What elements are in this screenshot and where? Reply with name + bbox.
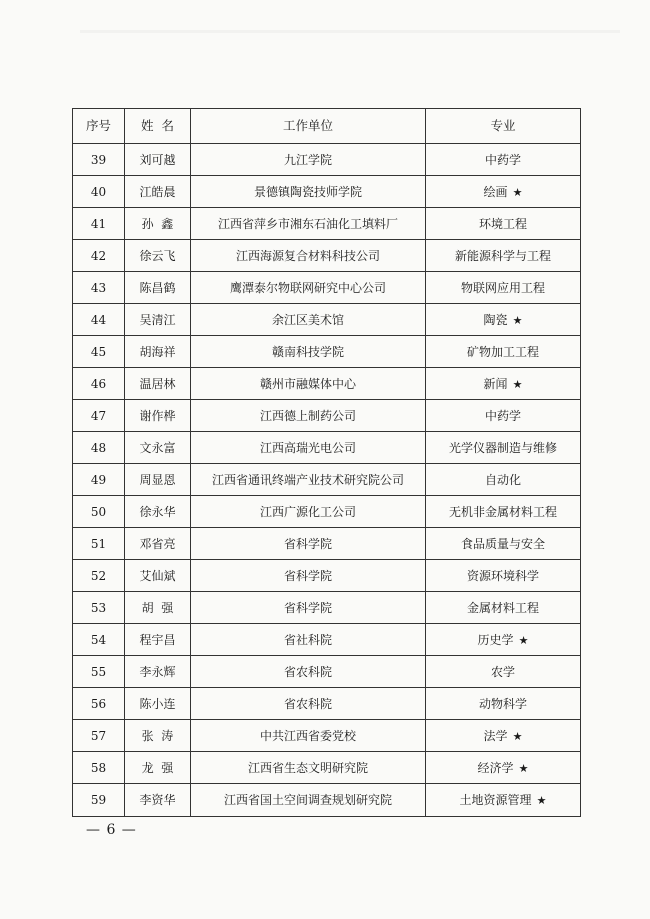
star-mark: ★ [512, 313, 523, 327]
cell-unit-text: 江西省通讯终端产业技术研究院公司 [211, 472, 404, 487]
star-mark: ★ [512, 729, 523, 743]
cell-unit [191, 752, 426, 784]
cell-no [73, 784, 125, 817]
cell-name-text: 徐云飞 [139, 248, 176, 263]
cell-major-text: 食品质量与安全 [460, 536, 545, 551]
header-name [125, 109, 191, 144]
table-row [73, 784, 581, 817]
cell-no [73, 176, 125, 208]
page-number: — 6 — [86, 822, 137, 838]
cell-name [125, 720, 191, 752]
paper-show-through [80, 30, 620, 33]
cell-unit-text: 江西广源化工公司 [259, 504, 356, 519]
cell-major-text: 中药学 [484, 408, 521, 423]
table-row [73, 304, 581, 336]
cell-unit-text: 省科学院 [283, 568, 332, 583]
cell-no-text: 43 [90, 280, 107, 295]
table-row [73, 144, 581, 176]
cell-major [426, 688, 581, 720]
cell-no [73, 560, 125, 592]
cell-unit-text: 江西省萍乡市湘东石油化工填料厂 [217, 216, 398, 231]
cell-name-text: 程宇昌 [139, 632, 176, 647]
star-mark: ★ [512, 377, 523, 391]
cell-no-text: 49 [90, 472, 107, 487]
cell-unit-text: 江西省国土空间调查规划研究院 [223, 793, 392, 807]
cell-name-text: 张 涛 [141, 728, 174, 743]
cell-unit [191, 528, 426, 560]
star-mark: ★ [518, 633, 529, 647]
cell-major [426, 272, 581, 304]
cell-major [426, 592, 581, 624]
cell-unit [191, 592, 426, 624]
table-row [73, 464, 581, 496]
table-body [73, 144, 581, 817]
cell-no [73, 528, 125, 560]
cell-no [73, 432, 125, 464]
cell-major-text: 历史学 [477, 632, 514, 647]
cell-unit [191, 720, 426, 752]
cell-name [125, 528, 191, 560]
cell-no-text: 45 [90, 344, 107, 359]
cell-no-text: 48 [90, 440, 107, 455]
cell-unit [191, 144, 426, 176]
cell-unit [191, 656, 426, 688]
cell-name-text: 邓省亮 [139, 536, 176, 551]
cell-unit-text: 江西高瑞光电公司 [259, 440, 356, 455]
star-mark: ★ [512, 185, 523, 199]
header-no: 序号 [73, 109, 125, 144]
cell-name-text: 胡 强 [141, 600, 174, 615]
cell-no-text: 41 [90, 216, 107, 231]
cell-name-text: 李资华 [139, 793, 176, 807]
cell-name [125, 432, 191, 464]
cell-unit-text: 江西德上制药公司 [259, 408, 356, 423]
table-row [73, 592, 581, 624]
cell-no [73, 240, 125, 272]
cell-major-text: 法学 [483, 728, 508, 743]
cell-no [73, 592, 125, 624]
cell-unit-text: 省社科院 [283, 632, 332, 647]
cell-major [426, 368, 581, 400]
cell-name [125, 752, 191, 784]
cell-name [125, 304, 191, 336]
table-row [73, 720, 581, 752]
cell-major [426, 784, 581, 817]
cell-name-text: 艾仙斌 [139, 568, 176, 583]
cell-name [125, 624, 191, 656]
table-row [73, 528, 581, 560]
cell-no-text: 51 [90, 536, 107, 551]
cell-unit-text: 江西海源复合材料科技公司 [235, 248, 380, 263]
cell-name-text: 胡海祥 [139, 344, 176, 359]
table-row [73, 208, 581, 240]
cell-major-text: 农学 [490, 664, 515, 679]
star-mark: ★ [536, 794, 547, 807]
cell-no-text: 47 [90, 408, 107, 423]
cell-unit-text: 九江学院 [283, 152, 332, 167]
cell-name-text: 吴清江 [139, 312, 176, 327]
cell-no-text: 42 [90, 248, 107, 263]
cell-unit-text: 中共江西省委党校 [259, 728, 356, 743]
cell-major-text: 环境工程 [478, 216, 527, 231]
table-header [73, 109, 581, 144]
cell-no-text: 59 [90, 793, 107, 807]
header-unit: 工作单位 [191, 109, 426, 144]
cell-major [426, 656, 581, 688]
cell-no [73, 336, 125, 368]
table-row [73, 752, 581, 784]
table-row [73, 400, 581, 432]
header-name-text: 姓 名 [141, 117, 174, 133]
cell-unit-text: 省农科院 [283, 664, 332, 679]
cell-unit-text: 余江区美术馆 [271, 312, 344, 327]
cell-name [125, 496, 191, 528]
header-row [73, 109, 581, 144]
cell-name [125, 592, 191, 624]
cell-unit [191, 208, 426, 240]
cell-name [125, 688, 191, 720]
cell-major [426, 624, 581, 656]
cell-no-text: 40 [90, 184, 107, 199]
cell-major [426, 560, 581, 592]
cell-major [426, 720, 581, 752]
cell-major-text: 土地资源管理 [459, 793, 532, 807]
cell-no [73, 720, 125, 752]
cell-major-text: 新闻 [483, 376, 508, 391]
cell-name-text: 周显恩 [139, 472, 176, 487]
cell-major [426, 528, 581, 560]
cell-no-text: 58 [90, 760, 107, 775]
cell-no [73, 656, 125, 688]
cell-name [125, 784, 191, 817]
cell-unit-text: 鹰潭泰尔物联网研究中心公司 [229, 280, 386, 295]
cell-unit [191, 624, 426, 656]
cell-name [125, 336, 191, 368]
cell-unit [191, 368, 426, 400]
cell-no [73, 688, 125, 720]
header-major: 专业 [426, 109, 581, 144]
cell-name [125, 464, 191, 496]
cell-name-text: 刘可越 [139, 152, 176, 167]
cell-no [73, 304, 125, 336]
table-row [73, 656, 581, 688]
cell-unit [191, 272, 426, 304]
cell-unit [191, 496, 426, 528]
cell-no [73, 752, 125, 784]
table-row [73, 240, 581, 272]
cell-unit [191, 464, 426, 496]
cell-name-text: 温居林 [139, 376, 176, 391]
cell-major-text: 新能源科学与工程 [454, 248, 551, 263]
cell-name-text: 谢作桦 [139, 408, 176, 423]
cell-unit [191, 688, 426, 720]
cell-major-text: 绘画 [483, 184, 508, 199]
cell-unit-text: 江西省生态文明研究院 [247, 760, 368, 775]
cell-major [426, 496, 581, 528]
cell-no [73, 208, 125, 240]
cell-no-text: 50 [90, 504, 107, 519]
cell-no [73, 624, 125, 656]
cell-major [426, 752, 581, 784]
table-row [73, 560, 581, 592]
cell-name [125, 656, 191, 688]
cell-unit [191, 240, 426, 272]
cell-major-text: 光学仪器制造与维修 [448, 440, 557, 455]
cell-major [426, 240, 581, 272]
cell-major [426, 400, 581, 432]
cell-unit [191, 432, 426, 464]
cell-no-text: 39 [90, 152, 107, 167]
cell-major [426, 176, 581, 208]
cell-no [73, 496, 125, 528]
cell-name [125, 240, 191, 272]
cell-unit-text: 景德镇陶瓷技师学院 [253, 184, 362, 199]
cell-unit [191, 784, 426, 817]
cell-no [73, 144, 125, 176]
cell-major [426, 304, 581, 336]
cell-no [73, 464, 125, 496]
roster-table [72, 108, 581, 817]
cell-name [125, 176, 191, 208]
cell-no-text: 46 [90, 376, 107, 391]
cell-major-text: 自动化 [484, 472, 521, 487]
table-row [73, 176, 581, 208]
cell-no [73, 368, 125, 400]
cell-unit [191, 304, 426, 336]
cell-unit-text: 赣州市融媒体中心 [259, 376, 356, 391]
cell-no [73, 272, 125, 304]
cell-name-text: 陈小连 [139, 696, 176, 711]
cell-major [426, 464, 581, 496]
cell-no-text: 52 [90, 568, 107, 583]
cell-unit [191, 176, 426, 208]
cell-unit [191, 400, 426, 432]
cell-name-text: 李永辉 [139, 664, 176, 679]
cell-major [426, 208, 581, 240]
table-row [73, 432, 581, 464]
cell-no-text: 57 [90, 728, 107, 743]
cell-unit-text: 省农科院 [283, 696, 332, 711]
cell-major-text: 中药学 [484, 152, 521, 167]
table-row [73, 624, 581, 656]
cell-no-text: 56 [90, 696, 107, 711]
cell-major-text: 陶瓷 [483, 312, 508, 327]
table-row [73, 496, 581, 528]
cell-major-text: 金属材料工程 [466, 600, 539, 615]
cell-no-text: 54 [90, 632, 107, 647]
cell-name [125, 368, 191, 400]
cell-no-text: 55 [90, 664, 107, 679]
cell-major [426, 336, 581, 368]
cell-major [426, 432, 581, 464]
cell-unit [191, 336, 426, 368]
cell-major-text: 矿物加工工程 [466, 344, 539, 359]
table-row [73, 272, 581, 304]
table-row [73, 688, 581, 720]
cell-major-text: 经济学 [477, 760, 514, 775]
cell-no-text: 53 [90, 600, 107, 615]
cell-unit-text: 省科学院 [283, 600, 332, 615]
cell-name-text: 陈昌鹤 [139, 280, 176, 295]
cell-no [73, 400, 125, 432]
cell-major-text: 物联网应用工程 [460, 280, 545, 295]
cell-name-text: 龙 强 [141, 760, 174, 775]
cell-name [125, 272, 191, 304]
cell-name [125, 144, 191, 176]
cell-unit [191, 560, 426, 592]
cell-name-text: 孙 鑫 [141, 216, 174, 231]
cell-name-text: 文永富 [139, 440, 176, 455]
cell-name-text: 江皓晨 [139, 184, 176, 199]
table-row [73, 336, 581, 368]
cell-major-text: 无机非金属材料工程 [448, 504, 557, 519]
cell-name [125, 400, 191, 432]
cell-name [125, 208, 191, 240]
table-row [73, 368, 581, 400]
cell-major [426, 144, 581, 176]
cell-name-text: 徐永华 [139, 504, 176, 519]
cell-major-text: 资源环境科学 [466, 568, 539, 583]
cell-name [125, 560, 191, 592]
star-mark: ★ [518, 761, 529, 775]
cell-no-text: 44 [90, 312, 107, 327]
cell-major-text: 动物科学 [478, 696, 527, 711]
cell-unit-text: 省科学院 [283, 536, 332, 551]
cell-unit-text: 赣南科技学院 [271, 344, 344, 359]
